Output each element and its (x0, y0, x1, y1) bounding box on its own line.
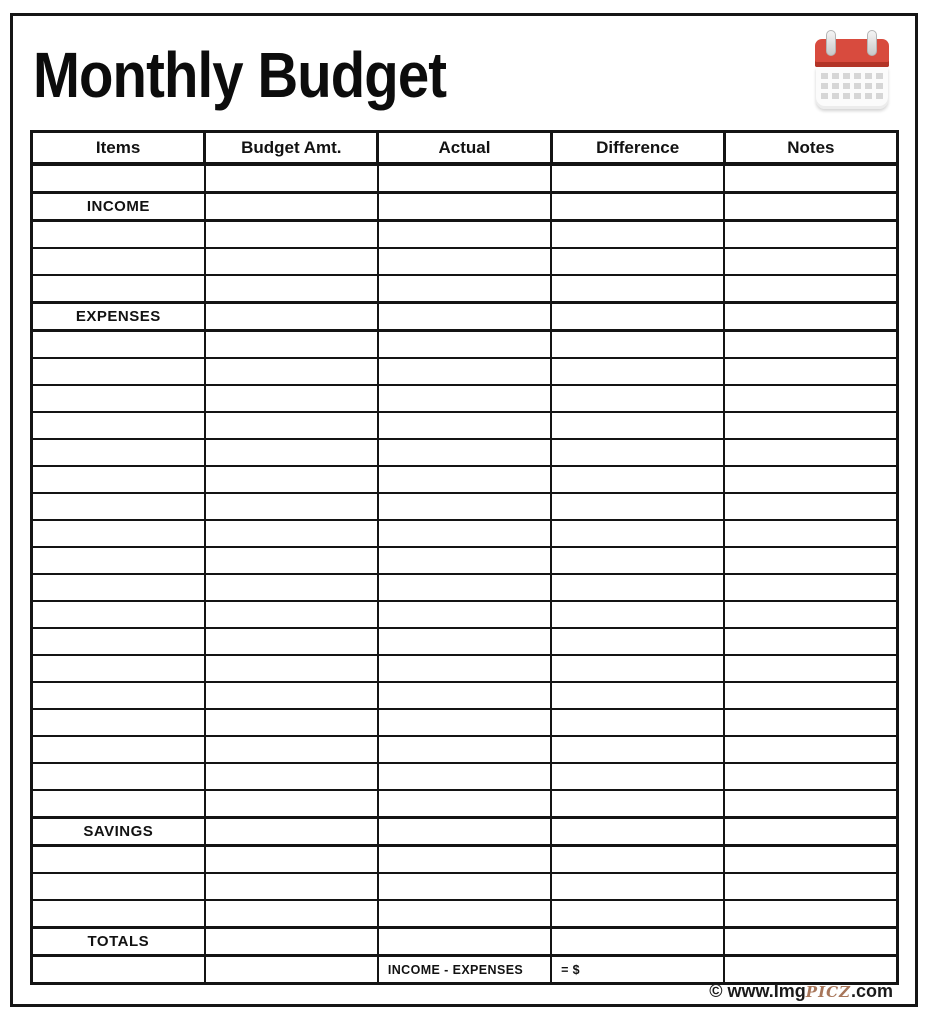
watermark (709, 981, 893, 1002)
cell-difference (551, 412, 724, 439)
table-row (32, 164, 898, 193)
cell-notes (724, 763, 897, 790)
cell-items (32, 520, 205, 547)
table-row (32, 709, 898, 736)
cell-items (32, 547, 205, 574)
cell-items (32, 790, 205, 818)
cell-budget-amt (205, 303, 378, 331)
table-row (32, 682, 898, 709)
column-header-items: Items (32, 132, 205, 165)
budget-table-header (32, 132, 898, 165)
budget-table (30, 130, 899, 985)
cell-actual (378, 655, 551, 682)
table-row (32, 763, 898, 790)
cell-budget-amt (205, 574, 378, 601)
budget-table-body (32, 164, 898, 984)
cell-notes (724, 709, 897, 736)
cell-actual (378, 439, 551, 466)
cell-notes (724, 873, 897, 900)
table-row (32, 790, 898, 818)
cell-actual (378, 601, 551, 628)
calendar-dot (843, 93, 850, 99)
cell-notes (724, 956, 897, 984)
calendar-dot (821, 93, 828, 99)
cell-difference (551, 520, 724, 547)
calendar-dot (821, 83, 828, 89)
cell-notes (724, 655, 897, 682)
table-row (32, 655, 898, 682)
cell-notes (724, 790, 897, 818)
calendar-dot (832, 93, 839, 99)
table-row (32, 466, 898, 493)
table-row (32, 873, 898, 900)
cell-actual (378, 763, 551, 790)
table-row (32, 331, 898, 359)
cell-actual (378, 303, 551, 331)
cell-notes (724, 303, 897, 331)
cell-actual (378, 736, 551, 763)
calendar-dot (876, 73, 883, 79)
cell-items (32, 493, 205, 520)
cell-difference (551, 331, 724, 359)
cell-notes (724, 331, 897, 359)
table-row (32, 601, 898, 628)
cell-items (32, 846, 205, 874)
cell-actual (378, 331, 551, 359)
cell-actual (378, 358, 551, 385)
cell-actual (378, 818, 551, 846)
cell-notes (724, 412, 897, 439)
cell-difference (551, 709, 724, 736)
cell-items (32, 248, 205, 275)
cell-budget-amt (205, 466, 378, 493)
cell-budget-amt (205, 412, 378, 439)
cell-actual (378, 193, 551, 221)
cell-difference (551, 439, 724, 466)
section-row-income (32, 193, 898, 221)
cell-notes (724, 358, 897, 385)
page-title: Monthly Budget (33, 39, 447, 111)
table-row (32, 900, 898, 928)
calendar-dot (843, 73, 850, 79)
table-row (32, 275, 898, 303)
table-row (32, 547, 898, 574)
cell-actual (378, 873, 551, 900)
section-label-income: INCOME (32, 193, 205, 221)
cell-difference (551, 846, 724, 874)
calendar-pin-left (826, 30, 836, 56)
cell-budget-amt (205, 655, 378, 682)
calendar-dot (876, 83, 883, 89)
cell-actual (378, 846, 551, 874)
cell-actual (378, 790, 551, 818)
cell-items (32, 655, 205, 682)
table-row (32, 520, 898, 547)
cell-difference (551, 628, 724, 655)
cell-items (32, 956, 205, 984)
cell-items (32, 736, 205, 763)
cell-budget-amt (205, 790, 378, 818)
cell-items (32, 275, 205, 303)
cell-budget-amt (205, 493, 378, 520)
column-header-budget-amt: Budget Amt. (205, 132, 378, 165)
cell-difference (551, 790, 724, 818)
cell-notes (724, 547, 897, 574)
section-row-totals (32, 928, 898, 956)
formula-result: = $ (551, 956, 724, 984)
cell-notes (724, 193, 897, 221)
watermark-suffix: .com (850, 981, 893, 1001)
section-label-expenses: EXPENSES (32, 303, 205, 331)
cell-difference (551, 763, 724, 790)
cell-items (32, 682, 205, 709)
table-row (32, 358, 898, 385)
cell-budget-amt (205, 736, 378, 763)
cell-difference (551, 303, 724, 331)
cell-notes (724, 493, 897, 520)
cell-notes (724, 628, 897, 655)
cell-actual (378, 928, 551, 956)
calendar-dot (865, 83, 872, 89)
cell-actual (378, 164, 551, 193)
cell-items (32, 358, 205, 385)
cell-difference (551, 248, 724, 275)
cell-difference (551, 818, 724, 846)
cell-notes (724, 385, 897, 412)
cell-items (32, 412, 205, 439)
cell-budget-amt (205, 439, 378, 466)
cell-budget-amt (205, 164, 378, 193)
cell-budget-amt (205, 275, 378, 303)
column-header-notes: Notes (724, 132, 897, 165)
cell-notes (724, 928, 897, 956)
calendar-dot (876, 93, 883, 99)
page-frame (10, 13, 918, 1007)
calendar-dots-grid (821, 73, 883, 99)
cell-budget-amt (205, 193, 378, 221)
calendar-dot (854, 93, 861, 99)
cell-budget-amt (205, 601, 378, 628)
cell-items (32, 601, 205, 628)
cell-notes (724, 520, 897, 547)
table-row (32, 574, 898, 601)
formula-label: INCOME - EXPENSES (378, 956, 551, 984)
cell-items (32, 466, 205, 493)
cell-budget-amt (205, 956, 378, 984)
calendar-icon (815, 30, 889, 110)
cell-notes (724, 466, 897, 493)
calendar-dot (843, 83, 850, 89)
cell-items (32, 574, 205, 601)
cell-difference (551, 682, 724, 709)
cell-budget-amt (205, 248, 378, 275)
section-label-totals: TOTALS (32, 928, 205, 956)
cell-difference (551, 466, 724, 493)
cell-budget-amt (205, 873, 378, 900)
cell-budget-amt (205, 331, 378, 359)
cell-notes (724, 736, 897, 763)
cell-items (32, 628, 205, 655)
cell-difference (551, 655, 724, 682)
cell-budget-amt (205, 547, 378, 574)
cell-difference (551, 601, 724, 628)
cell-notes (724, 818, 897, 846)
cell-difference (551, 493, 724, 520)
calendar-dot (865, 93, 872, 99)
cell-actual (378, 682, 551, 709)
cell-actual (378, 466, 551, 493)
cell-items (32, 385, 205, 412)
cell-notes (724, 248, 897, 275)
cell-items (32, 873, 205, 900)
cell-items (32, 331, 205, 359)
cell-notes (724, 682, 897, 709)
header-row (32, 132, 898, 165)
table-row (32, 248, 898, 275)
cell-actual (378, 628, 551, 655)
cell-difference (551, 164, 724, 193)
cell-notes (724, 900, 897, 928)
calendar-dot (854, 83, 861, 89)
cell-difference (551, 574, 724, 601)
cell-notes (724, 275, 897, 303)
table-row (32, 628, 898, 655)
calendar-body (816, 67, 888, 109)
cell-notes (724, 439, 897, 466)
cell-notes (724, 164, 897, 193)
cell-notes (724, 574, 897, 601)
column-header-actual: Actual (378, 132, 551, 165)
cell-actual (378, 385, 551, 412)
calendar-dot (854, 73, 861, 79)
calendar-dot (832, 83, 839, 89)
cell-budget-amt (205, 520, 378, 547)
cell-difference (551, 900, 724, 928)
table-row (32, 412, 898, 439)
cell-difference (551, 928, 724, 956)
cell-difference (551, 736, 724, 763)
cell-difference (551, 873, 724, 900)
cell-actual (378, 574, 551, 601)
cell-budget-amt (205, 763, 378, 790)
column-header-difference: Difference (551, 132, 724, 165)
cell-budget-amt (205, 628, 378, 655)
cell-difference (551, 358, 724, 385)
cell-budget-amt (205, 358, 378, 385)
cell-notes (724, 846, 897, 874)
cell-difference (551, 547, 724, 574)
cell-actual (378, 412, 551, 439)
cell-budget-amt (205, 385, 378, 412)
cell-difference (551, 385, 724, 412)
cell-notes (724, 601, 897, 628)
section-row-expenses (32, 303, 898, 331)
watermark-brand: PICZ (805, 983, 851, 1001)
cell-items (32, 164, 205, 193)
cell-difference (551, 275, 724, 303)
cell-budget-amt (205, 900, 378, 928)
cell-actual (378, 709, 551, 736)
cell-notes (724, 221, 897, 249)
table-row (32, 385, 898, 412)
table-row (32, 846, 898, 874)
calendar-dot (821, 73, 828, 79)
cell-items (32, 439, 205, 466)
cell-difference (551, 193, 724, 221)
cell-budget-amt (205, 709, 378, 736)
cell-actual (378, 520, 551, 547)
table-row (32, 221, 898, 249)
cell-items (32, 763, 205, 790)
cell-items (32, 221, 205, 249)
section-row-savings (32, 818, 898, 846)
calendar-pin-right (867, 30, 877, 56)
cell-budget-amt (205, 818, 378, 846)
formula-row (32, 956, 898, 984)
cell-budget-amt (205, 682, 378, 709)
cell-actual (378, 900, 551, 928)
calendar-dot (865, 73, 872, 79)
cell-budget-amt (205, 928, 378, 956)
table-row (32, 439, 898, 466)
watermark-prefix: © www.Img (709, 981, 806, 1001)
cell-actual (378, 275, 551, 303)
cell-actual (378, 221, 551, 249)
table-row (32, 736, 898, 763)
cell-items (32, 709, 205, 736)
calendar-dot (832, 73, 839, 79)
cell-items (32, 900, 205, 928)
cell-actual (378, 493, 551, 520)
table-row (32, 493, 898, 520)
cell-budget-amt (205, 846, 378, 874)
cell-actual (378, 248, 551, 275)
cell-difference (551, 221, 724, 249)
cell-budget-amt (205, 221, 378, 249)
cell-actual (378, 547, 551, 574)
section-label-savings: SAVINGS (32, 818, 205, 846)
